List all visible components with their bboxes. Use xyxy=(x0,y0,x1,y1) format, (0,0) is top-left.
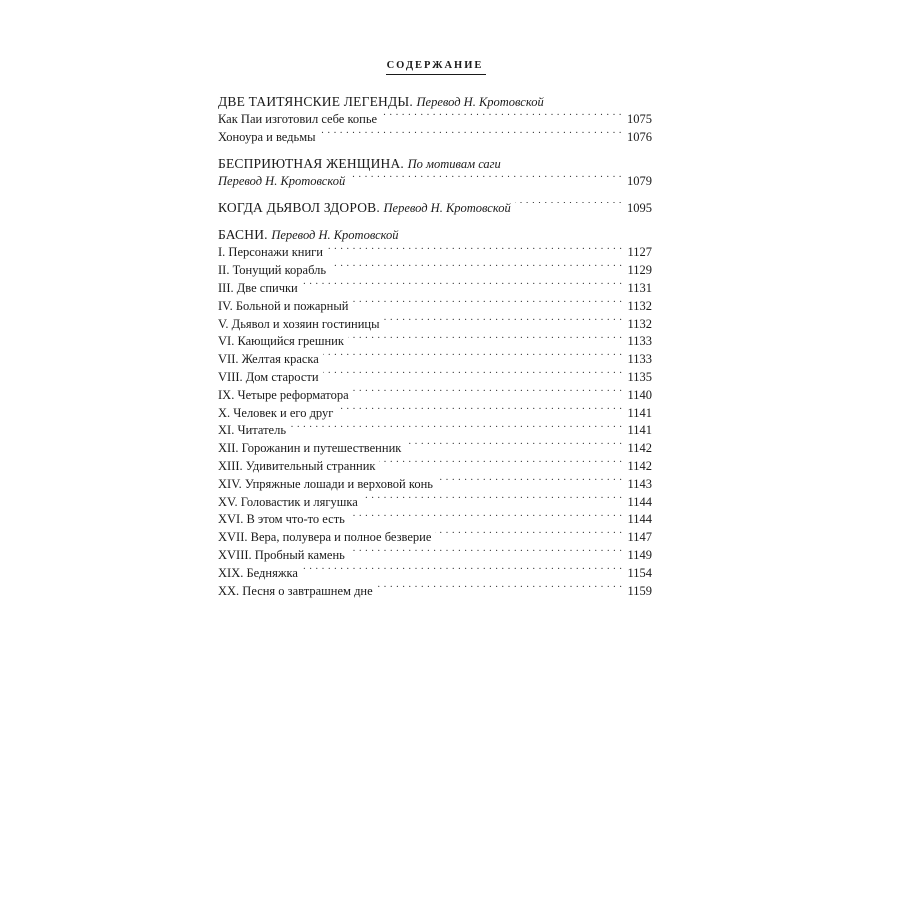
dot-leader xyxy=(437,478,622,488)
toc-entry-page: 1129 xyxy=(627,263,652,278)
toc-entry-label: XIII. Удивительный странник xyxy=(218,458,376,473)
toc-entry-page: 1075 xyxy=(627,112,652,126)
toc-entry[interactable] xyxy=(218,173,652,191)
dot-leader xyxy=(320,131,622,141)
toc-entry[interactable] xyxy=(218,298,652,316)
dot-leader xyxy=(379,460,622,470)
dot-leader xyxy=(290,424,622,434)
toc-entry-label: XII. Горожанин и путешественник xyxy=(218,441,402,456)
dot-leader xyxy=(515,202,622,212)
dot-leader xyxy=(349,513,623,523)
toc-entry-label: Как Паи изготовил себе копье xyxy=(218,112,378,126)
section-translator: По мотивам саги xyxy=(407,156,501,171)
toc-entry-page: 1142 xyxy=(627,458,652,473)
toc-entry-page: 1144 xyxy=(627,494,652,509)
toc-entry-page: 1133 xyxy=(627,334,652,349)
section-title-text: БАСНИ. xyxy=(218,227,268,243)
toc-entry-page: 1140 xyxy=(627,387,652,402)
toc-entry[interactable] xyxy=(218,198,652,218)
toc-entry-page: 1149 xyxy=(627,547,652,562)
toc-section-homeless-woman xyxy=(218,155,652,191)
toc-entry[interactable] xyxy=(218,458,652,476)
toc-entry-label: XVI. В этом что-то есть xyxy=(218,512,345,527)
toc-entry-page: 1135 xyxy=(627,369,652,384)
dot-leader xyxy=(383,318,622,328)
toc-entry[interactable] xyxy=(218,511,652,529)
section-title xyxy=(218,155,652,173)
table-of-contents xyxy=(218,93,652,608)
dot-leader xyxy=(362,496,623,506)
toc-entry-label: IV. Больной и пожарный xyxy=(218,298,349,313)
toc-entry-label: VIII. Дом старости xyxy=(218,369,319,384)
toc-entry-page: 1133 xyxy=(627,352,652,367)
toc-entry-page: 1142 xyxy=(627,441,652,456)
toc-entry[interactable] xyxy=(218,280,652,298)
dot-leader xyxy=(381,113,622,123)
dot-leader xyxy=(348,335,623,345)
toc-entry-label: X. Человек и его друг xyxy=(218,405,334,420)
section-translator: Перевод Н. Кротовской xyxy=(271,228,399,243)
toc-entry-label: XIX. Бедняжка xyxy=(218,565,298,580)
dot-leader xyxy=(349,175,622,185)
toc-section-fables xyxy=(218,226,652,600)
toc-entry-label: XVIII. Пробный камень xyxy=(218,547,345,562)
toc-entry-page: 1132 xyxy=(627,298,652,313)
toc-entry-label: VI. Кающийся грешник xyxy=(218,334,344,349)
toc-entry-label: XVII. Вера, полувера и полное безверие xyxy=(218,530,432,545)
toc-entry-label: IX. Четыре реформатора xyxy=(218,387,349,402)
toc-entry-label: II. Тонущий корабль xyxy=(218,263,327,278)
fables-list xyxy=(218,244,652,600)
toc-entry-label: XX. Песня о завтрашнем дне xyxy=(218,583,373,598)
toc-entry[interactable] xyxy=(218,316,652,334)
toc-entry-label: VII. Желтая краска xyxy=(218,352,319,367)
toc-section-when-devil-is-well xyxy=(218,198,652,218)
toc-entry[interactable] xyxy=(218,351,652,369)
dot-leader xyxy=(377,585,623,595)
toc-entry-label: I. Персонажи книги xyxy=(218,245,323,260)
section-title xyxy=(218,226,652,244)
toc-entry[interactable] xyxy=(218,583,652,601)
toc-entry[interactable] xyxy=(218,440,652,458)
dot-leader xyxy=(349,549,623,559)
toc-section-tahitian-legends xyxy=(218,93,652,147)
dot-leader xyxy=(353,389,623,399)
toc-entry[interactable] xyxy=(218,387,652,405)
section-title-text: КОГДА ДЬЯВОЛ ЗДОРОВ. xyxy=(218,200,380,216)
toc-entry-page: 1132 xyxy=(627,316,652,331)
section-title-text: БЕСПРИЮТНАЯ ЖЕНЩИНА. xyxy=(218,155,405,171)
toc-entry-page: 1144 xyxy=(627,512,652,527)
toc-entry[interactable] xyxy=(218,405,652,423)
page-heading: СОДЕРЖАНИЕ xyxy=(386,60,484,71)
toc-entry-page: 1079 xyxy=(627,173,652,188)
toc-entry-label: Хоноура и ведьмы xyxy=(218,129,316,144)
toc-entry[interactable] xyxy=(218,244,652,262)
toc-entry[interactable] xyxy=(218,476,652,494)
dot-leader xyxy=(327,246,622,256)
toc-entry-label: V. Дьявол и хозяин гостиницы xyxy=(218,316,380,331)
toc-entry-page: 1127 xyxy=(627,245,652,260)
toc-entry-page: 1154 xyxy=(627,565,652,580)
section-title xyxy=(218,93,652,111)
toc-entry-page: 1131 xyxy=(627,280,652,295)
dot-leader xyxy=(302,282,623,292)
toc-entry[interactable] xyxy=(218,111,652,129)
toc-entry-page: 1076 xyxy=(627,129,652,144)
dot-leader xyxy=(435,531,622,541)
dot-leader xyxy=(302,567,623,577)
toc-entry[interactable] xyxy=(218,529,652,547)
toc-entry[interactable] xyxy=(218,333,652,351)
section-translator: Перевод Н. Кротовской xyxy=(416,95,544,109)
toc-entry-label: Перевод Н. Кротовской xyxy=(218,173,346,188)
dot-leader xyxy=(323,353,623,363)
section-title-text: ДВЕ ТАИТЯНСКИЕ ЛЕГЕНДЫ. xyxy=(218,94,413,109)
toc-entry-label: XV. Головастик и лягушка xyxy=(218,494,358,509)
toc-entry[interactable] xyxy=(218,262,652,280)
section-translator: Перевод Н. Кротовской xyxy=(383,201,511,216)
toc-entry-page: 1147 xyxy=(627,530,652,545)
toc-entry-page: 1141 xyxy=(627,423,652,438)
toc-entry-label: XI. Читатель xyxy=(218,423,287,438)
toc-entry-label xyxy=(218,198,515,218)
dot-leader xyxy=(323,371,623,381)
toc-entry[interactable] xyxy=(218,547,652,565)
toc-entry-label: III. Две спички xyxy=(218,280,298,295)
toc-entry-page: 1141 xyxy=(627,405,652,420)
toc-entry-label: XIV. Упряжные лошади и верховой конь xyxy=(218,476,433,491)
heading-rule xyxy=(386,74,486,75)
toc-entry-page: 1159 xyxy=(627,583,652,598)
toc-entry[interactable] xyxy=(218,494,652,512)
dot-leader xyxy=(352,300,622,310)
dot-leader xyxy=(405,442,622,452)
dot-leader xyxy=(337,407,622,417)
dot-leader xyxy=(330,264,622,274)
toc-entry[interactable] xyxy=(218,369,652,387)
toc-entry-page: 1143 xyxy=(627,476,652,491)
toc-entry[interactable] xyxy=(218,129,652,147)
toc-entry[interactable] xyxy=(218,422,652,440)
toc-entry-page: 1095 xyxy=(627,201,652,216)
toc-entry[interactable] xyxy=(218,565,652,583)
